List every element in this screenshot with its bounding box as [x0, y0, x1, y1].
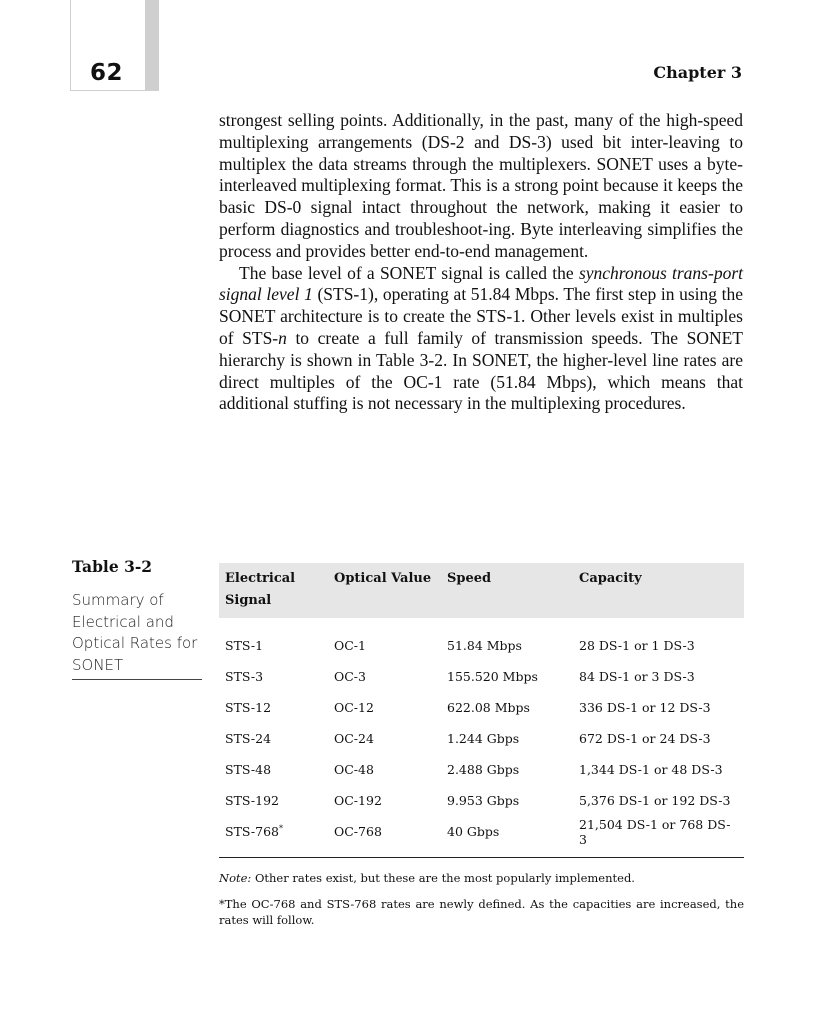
header-electrical-signal: Electrical Signal: [219, 563, 328, 618]
chapter-heading: Chapter 3: [653, 63, 742, 82]
header-optical-value: Optical Value: [328, 563, 441, 618]
table-row: STS-192 OC-192 9.953 Gbps 5,376 DS-1 or 192 DS-3: [225, 793, 731, 808]
body-text: [219, 110, 743, 415]
table-row: STS-768* OC-768 40 Gbps 21,504 DS-1 or 768 DS-3: [225, 816, 731, 847]
sonet-rates-table: [219, 563, 744, 928]
table-bottom-rule: [219, 857, 744, 858]
table-caption: Summary of Electrical and Optical Rates for SONET: [72, 590, 202, 680]
header-speed: Speed: [441, 563, 573, 618]
table-row: STS-1 OC-1 51.84 Mbps 28 DS-1 or 1 DS-3: [225, 638, 695, 653]
header-capacity: Capacity: [573, 563, 744, 618]
table-row: STS-12 OC-12 622.08 Mbps 336 DS-1 or 12 DS-3: [225, 700, 711, 715]
table-row: STS-24 OC-24 1.244 Gbps 672 DS-1 or 24 DS-3: [225, 731, 711, 746]
tab-accent-bar: [145, 0, 159, 90]
table-row: STS-3 OC-3 155.520 Mbps 84 DS-1 or 3 DS-3: [225, 669, 695, 684]
table-footnote: *The OC-768 and STS-768 rates are newly defined. As the capacities are increased, the rates will follow.: [219, 897, 744, 927]
table-header-row: [219, 563, 744, 618]
paragraph-2: The base level of a SONET signal is called the synchronous trans-port signal level 1 (STS-1), operating at 51.84 Mbps. The first step in using the SONET architecture is to create the STS-1. Other levels exist in multiples of STS-n to create a full family of transmission speeds. The SONET hierarchy is shown in Table 3-2. In SONET, the higher-level line rates are direct multiples of the OC-1 rate (51.84 Mbps), which means that additional stuffing is not necessary in the multiplexing procedures.: [219, 262, 743, 414]
footnote-mark: *: [279, 823, 284, 833]
page-number: 62: [90, 60, 124, 86]
emphasized-term: synchronous trans-port signal level 1: [219, 262, 743, 305]
table-row: STS-48 OC-48 2.488 Gbps 1,344 DS-1 or 48 DS-3: [225, 762, 723, 777]
table-note: Note: Other rates exist, but these are the most popularly implemented.: [219, 871, 635, 885]
table-label: Table 3-2: [72, 557, 153, 576]
paragraph-1: strongest selling points. Additionally, in the past, many of the high-speed multiplexing arrangements (DS-2 and DS-3) used bit inter-leaving to multiplex the data streams through the multiplexers. SONET uses a byte-interleaved multiplexing format. This is a strong point because it keeps the basic DS-0 signal intact throughout the network, making it easier to perform diagnostics and troubleshoot-ing. Byte interleaving simplifies the process and provides better end-to-end management.: [219, 110, 743, 261]
